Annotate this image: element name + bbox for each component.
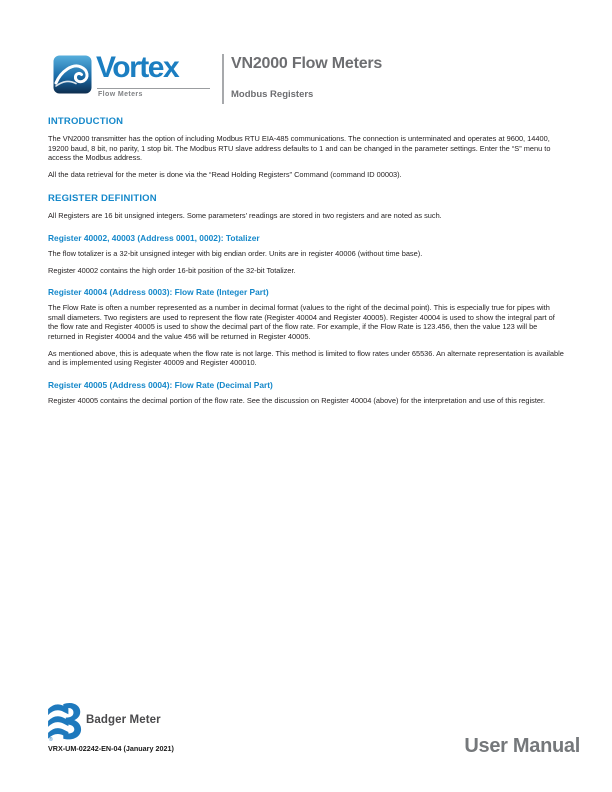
register-definition-heading: REGISTER DEFINITION (48, 193, 157, 205)
document-body (48, 116, 566, 412)
document-title: VN2000 Flow Meters (231, 55, 383, 72)
document-number: VRX-UM-02242-EN-04 (January 2021) (48, 744, 174, 753)
badger-meter-icon (48, 699, 82, 743)
flow-rate-integer-heading: Register 40004 (Address 0003): Flow Rate (Integer Part) (48, 287, 269, 298)
flow-rate-decimal-paragraph-1: Register 40005 contains the decimal portion of the flow rate. See the discussion on Register 40004 (above) for the interpretation and use of this register. (48, 395, 546, 405)
totalizer-paragraph-2: Register 40002 contains the high order 16-bit position of the 32-bit Totalizer. (48, 265, 296, 275)
flow-rate-integer-paragraph-2: As mentioned above, this is adequate when the flow rate is not large. This method is limited to flow rates under 65536. An alternate representation is available and is implemented using Register 40009 and Register 400010. (48, 348, 564, 368)
badger-meter-wordmark: Badger Meter (86, 714, 161, 726)
document-subtitle: Modbus Registers (231, 89, 314, 100)
user-manual-label: User Manual (464, 735, 580, 757)
flow-rate-integer-paragraph-1: The Flow Rate is often a number represented as a number in decimal format (values to the right of the decimal point). This is especially true for pipes with small diameters. Two registers are used to represent the flow rate (Register 40004 and Register 40005). Register 40004 is used to show the integral part of the flow rate and Register 40005 is used to show the decimal part of the flow rate. For example, if the Flow Rate is 123.456, then the value 123 will be returned in Register 40004 and the value 456 will be returned in Register 40005. (48, 303, 555, 341)
flow-rate-decimal-heading: Register 40005 (Address 0004): Flow Rate (Decimal Part) (48, 379, 273, 390)
introduction-paragraph-1: The VN2000 transmitter has the option of including Modbus RTU EIA-485 communications. The connection is unterminated and operates at 9600, 14400, 19200 baud, 8 bit, no parity, 1 stop bit. The Modbus RTU slave address defaults to 1 and can be changed in the parameter settings. Enter the “S” menu to access the Modbus address. (48, 134, 551, 163)
brand-tagline: Flow Meters (98, 91, 143, 98)
register-definition-paragraph: All Registers are 16 bit unsigned integers. Some parameters' readings are stored in two registers and are noted as such. (48, 211, 442, 221)
introduction-heading: INTRODUCTION (48, 116, 124, 127)
vortex-wordmark: Vortex (96, 51, 179, 84)
brand-underline (97, 88, 210, 89)
totalizer-paragraph-1: The flow totalizer is a 32-bit unsigned integer with big endian order. Units are in register 40006 (without time base). (48, 248, 423, 258)
totalizer-register-heading: Register 40002, 40003 (Address 0001, 0002): Totalizer (48, 232, 260, 243)
introduction-paragraph-2: All the data retrieval for the meter is done via the “Read Holding Registers” Command (command ID 00003). (48, 169, 402, 179)
registered-trademark-mark: ® (49, 737, 53, 743)
vortex-wave-icon (53, 55, 92, 94)
header-divider (222, 54, 224, 104)
